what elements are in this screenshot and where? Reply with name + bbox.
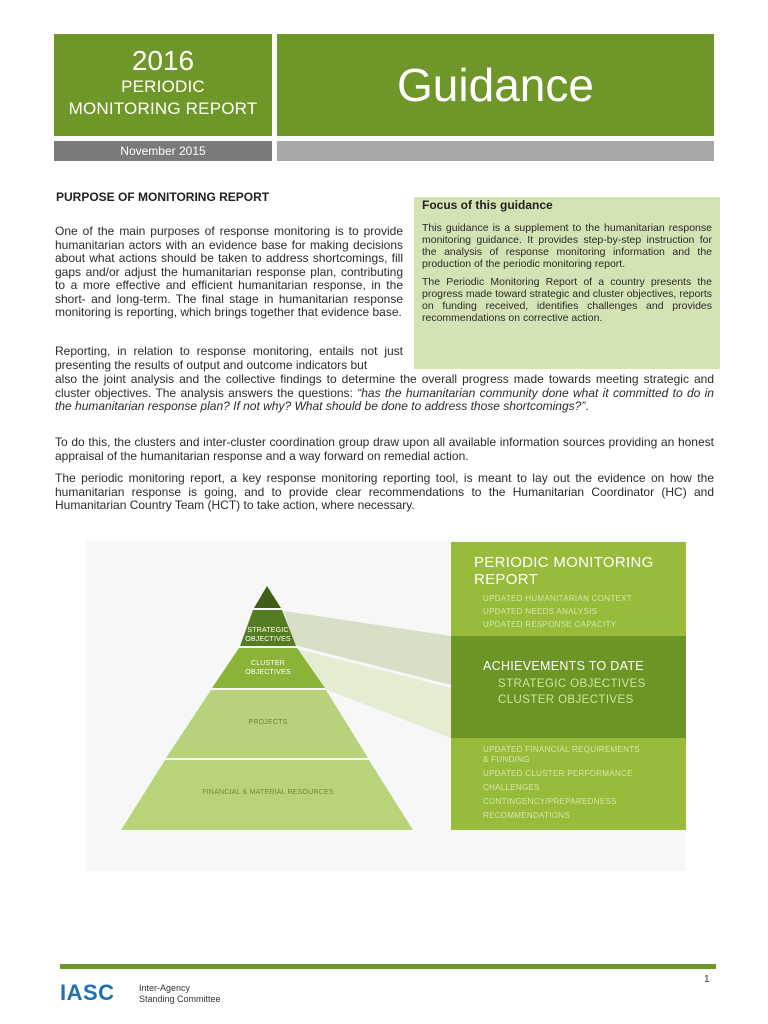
focus-paragraph-1: This guidance is a supplement to the humanitarian response monitoring guidance. It provides step-by-step instruction for the analysis of response monitoring information and the production of the periodic monitoring report. [422,222,712,270]
panel-bottom-items [483,745,640,821]
achievements-title: ACHIEVEMENTS TO DATE [483,659,644,673]
publication-date: November 2015 [54,141,272,161]
panel-item: CONTINGENCY/PREPAREDNESS [483,797,617,806]
logo-subtitle-line: Inter-Agency [139,983,191,993]
focus-title: Focus of this guidance [422,198,553,212]
purpose-paragraph-4: The periodic monitoring report, a key response monitoring reporting tool, is meant to lay out the evidence on how the humanitarian response is going, and to provide clear recommendations to the Humanitarian Coordinator (HC) and Humanitarian Country Team (HCT) to take action, where necessary. [55,471,714,512]
panel-top-items [483,594,632,630]
label-line: STRATEGIC [247,627,289,634]
panel-title-line: PERIODIC MONITORING [474,554,654,571]
panel-item: UPDATED HUMANITARIAN CONTEXT [483,594,632,603]
purpose-paragraph-1: One of the main purposes of response monitoring is to provide humanitarian actors with an evidence base for making decisions about what actions should be taken to address shortcomings, fill gaps and/or adjust the humanitarian response plan, contributing to a more effective and efficient humanitarian response, in the short- and long-term. The final stage in humanitarian response monitoring is reporting, which brings together that evidence base. [55,224,403,319]
label-resources: FINANCIAL & MATERIAL RESOURCES [202,789,334,796]
panel-item: UPDATED RESPONSE CAPACITY [483,620,617,629]
purpose-paragraph-3: To do this, the clusters and inter-cluster coordination group draw upon all available information sources providing an honest appraisal of the humanitarian response and a way forward on remedial action. [55,435,714,463]
page-number: 1 [704,974,710,985]
panel-item: CHALLENGES [483,783,540,792]
label-line: CLUSTER [250,660,286,667]
label-strategic-objectives [232,626,304,644]
panel-item: UPDATED NEEDS ANALYSIS [483,607,598,616]
section-heading: PURPOSE OF MONITORING REPORT [56,190,270,204]
panel-item: RECOMMENDATIONS [483,811,571,820]
key-question: “has the humanitarian community done what it committed to do in the humanitarian response plan? If not why? What should be done to address those shortcomings?” [55,385,714,413]
pyramid-apex [254,586,281,608]
panel-title-line: REPORT [474,571,539,588]
achievement-item: CLUSTER OBJECTIVES [498,694,634,706]
report-title-line-2: MONITORING REPORT [68,99,258,118]
label-line: OBJECTIVES [245,669,291,676]
label-cluster-objectives [232,659,304,677]
achievements-block [483,659,646,706]
label-line: OBJECTIVES [245,636,291,643]
focus-paragraph-2: The Periodic Monitoring Report of a country presents the progress made toward strategic and cluster objectives, reports on funding received, identifies challenges and provides recommendations on corrective action. [422,276,712,324]
panel-item: UPDATED FINANCIAL REQUIREMENTS [483,745,641,754]
logo-subtitle-line: Standing Committee [139,994,221,1004]
label-projects: PROJECTS [248,719,288,726]
panel-item: UPDATED CLUSTER PERFORMANCE [483,769,633,778]
guidance-heading: Guidance [277,34,714,136]
panel-title [474,554,684,588]
iasc-logo: IASC [60,980,115,1005]
purpose-paragraph-2-start: Reporting, in relation to response monitoring, entails not just presenting the results of output and outcome indicators but [55,344,403,372]
footer-rule [60,964,716,969]
achievement-item: STRATEGIC OBJECTIVES [498,678,646,690]
paragraph-end: . [585,399,589,413]
paragraph-text: also the joint analysis and the collective findings to determine the overall progress made towards meeting strategic and cluster objectives. The analysis answers the questions: [55,372,714,400]
panel-item: & FUNDING [483,755,530,764]
report-year: 2016 [131,45,195,76]
logo-subtitle [139,983,221,1005]
report-title-line-1: PERIODIC [121,77,205,96]
